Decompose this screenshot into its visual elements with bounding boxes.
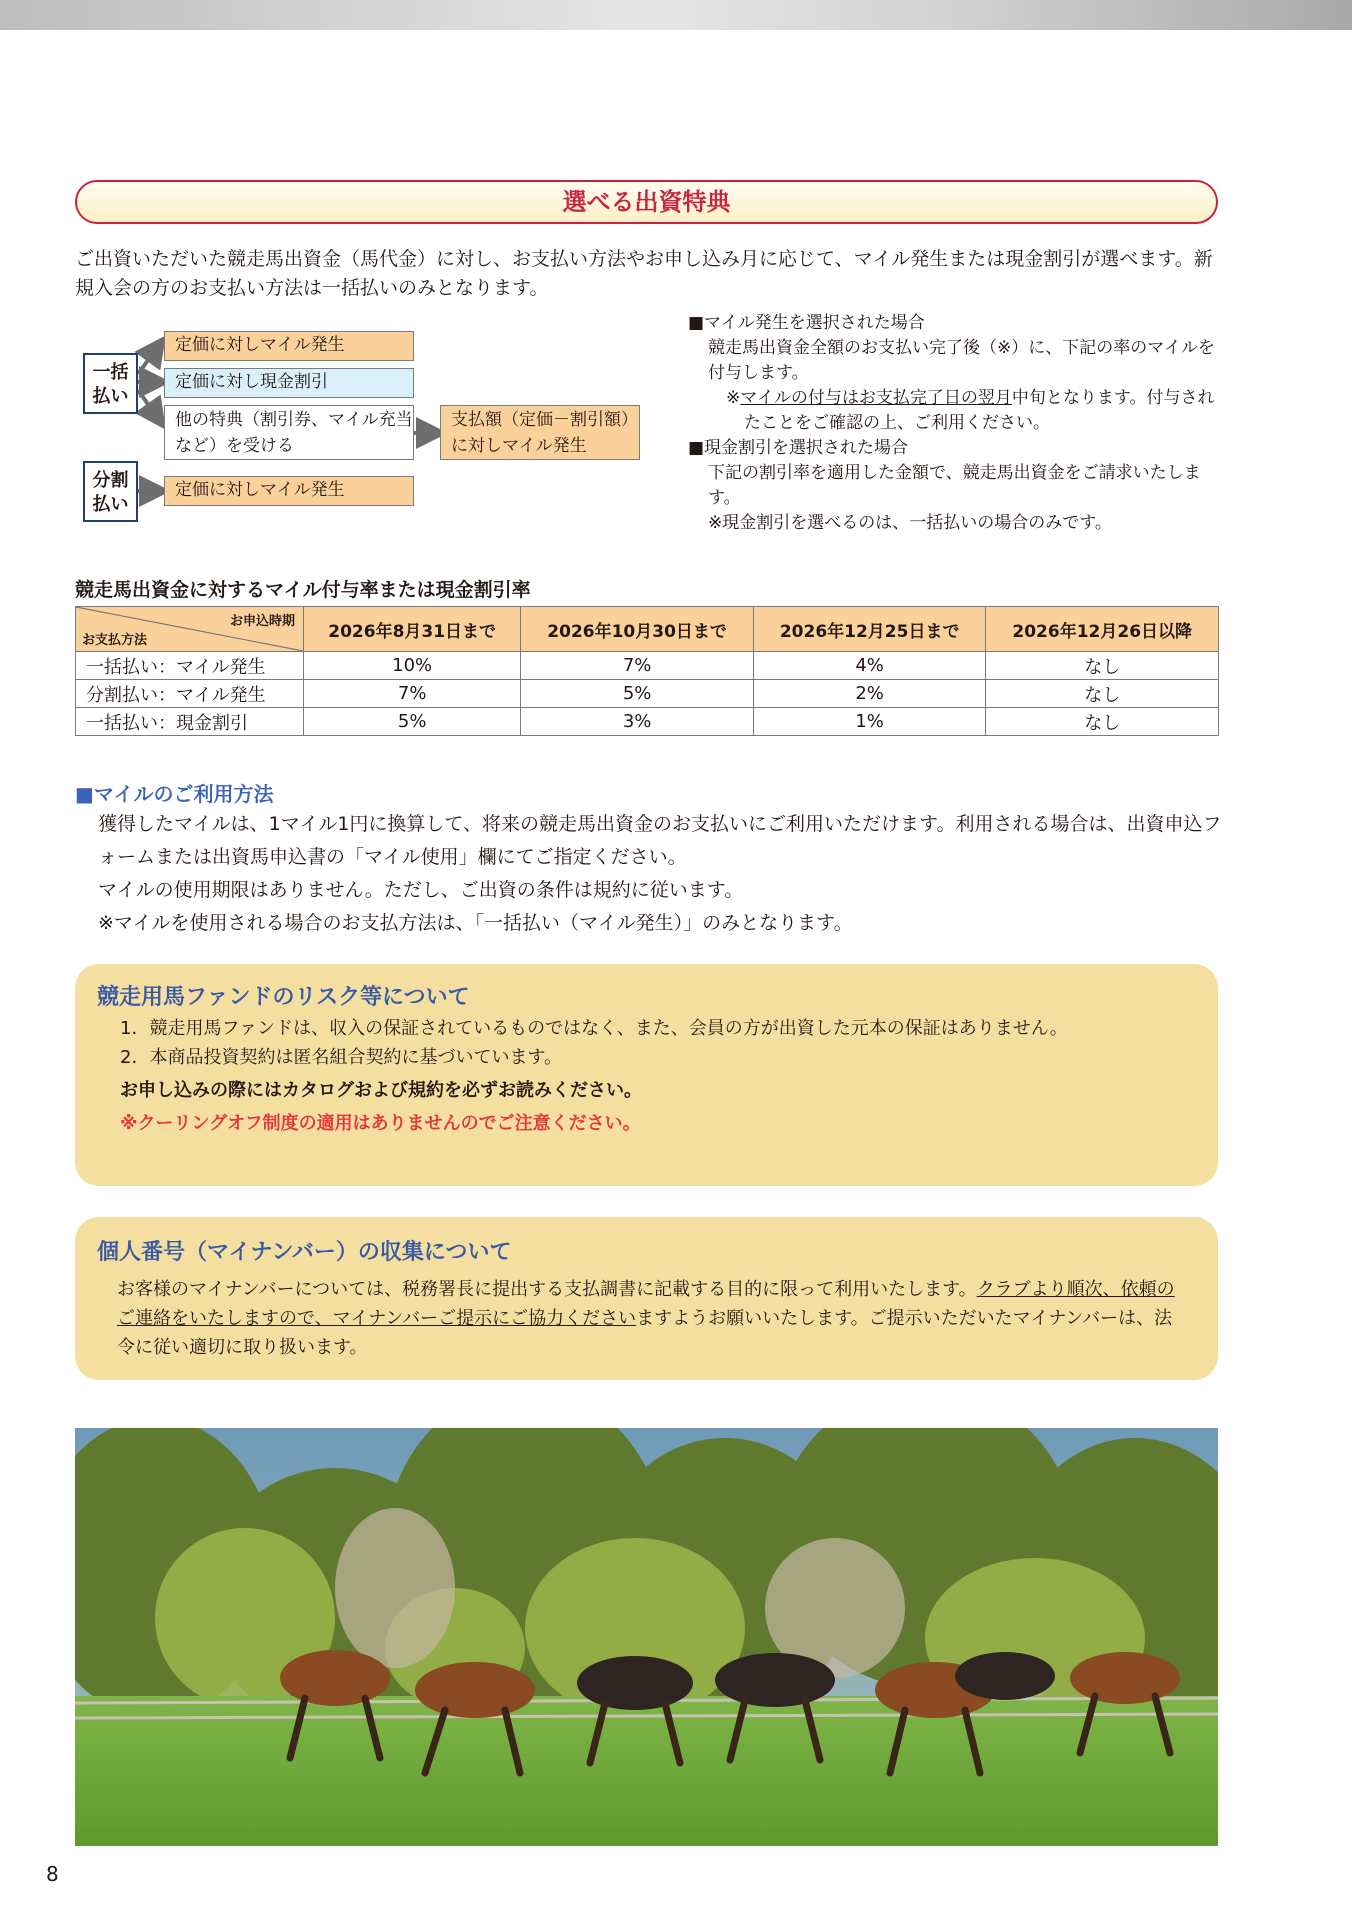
mile-text: 競走馬出資金全額のお支払い完了後（※）に、下記の率のマイルを付与します。 (708, 338, 1215, 383)
rate-table-title: 競走馬出資金に対するマイル付与率または現金割引率 (75, 579, 531, 601)
corner-top-label: お申込時期 (229, 614, 295, 629)
section-title: 選べる出資特典 (75, 180, 1218, 224)
mile-usage-heading: ■マイルのご利用方法 (75, 782, 274, 806)
risk-red-note: ※クーリングオフ制度の適用はありませんのでご注意ください。 (120, 1113, 641, 1134)
page-number: 8 (46, 1862, 59, 1886)
horses-photo-illustration (75, 1428, 1218, 1846)
cash-heading: ■現金割引を選択された場合 (688, 438, 909, 458)
corner-bottom-label: お支払方法 (82, 633, 148, 648)
risk-panel (75, 964, 1218, 1186)
rate-cell: 5% (521, 680, 754, 708)
mile-usage-p1: 獲得したマイルは、1マイル1円に換算して、将来の競走馬出資金のお支払いにご利用いただけます。利用される場合は、出資申込フォームまたは出資馬申込書の「マイル使用」欄にてご指定ください。 (98, 813, 1222, 868)
rate-cell: なし (986, 708, 1219, 736)
intro-text: ご出資いただいた競走馬出資金（馬代金）に対し、お支払い方法やお申し込み月に応じて、マイル発生または現金割引が選べます。新規入会の方のお支払い方法は一括払いのみとなります。 (75, 248, 1213, 299)
rate-cell: 7% (521, 652, 754, 680)
rate-cell: なし (986, 652, 1219, 680)
mynumber-text-a: お客様のマイナンバーについては、税務署長に提出する支払調書に記載する目的に限って利用いたします。 (117, 1279, 977, 1300)
row-label: 分割払い：マイル発生 (76, 680, 304, 708)
rate-table (75, 606, 1219, 736)
rate-table-corner (76, 607, 304, 652)
rate-cell: 2% (753, 680, 986, 708)
column-header: 2026年12月25日まで (753, 607, 986, 652)
cash-text: 下記の割引率を適用した金額で、競走馬出資金をご請求いたします。 (708, 463, 1201, 508)
rate-cell: 7% (304, 680, 521, 708)
table-row (76, 708, 1219, 736)
horses-photo (75, 1428, 1218, 1846)
option-mile: 定価に対しマイル発生 (164, 331, 414, 361)
rate-cell: 4% (753, 652, 986, 680)
mynumber-heading: 個人番号（マイナンバー）の収集について (97, 1240, 512, 1265)
mynumber-text-underlined: クラブより順次、依頼のご連絡をいたしますので、マイナンバーご提示にご協力ください (117, 1279, 1175, 1329)
option-cash-discount: 定価に対し現金割引 (164, 368, 414, 398)
cash-note: ※現金割引を選べるのは、一括払いの場合のみです。 (708, 513, 1112, 533)
row-label: 一括払い：マイル発生 (76, 652, 304, 680)
mile-usage-p3: ※マイルを使用される場合のお支払方法は、「一括払い（マイル発生）」のみとなります。 (98, 912, 853, 934)
column-header: 2026年10月30日まで (521, 607, 754, 652)
risk-bold-note: お申し込みの際にはカタログおよび規約を必ずお読みください。 (120, 1080, 642, 1101)
rate-cell: なし (986, 680, 1219, 708)
rate-cell: 5% (304, 708, 521, 736)
table-row (76, 680, 1219, 708)
selection-notes (688, 311, 1228, 536)
mile-note (708, 386, 1228, 436)
installment-label: 分割 払い (83, 461, 138, 522)
row-label: 一括払い：現金割引 (76, 708, 304, 736)
column-header: 2026年8月31日まで (304, 607, 521, 652)
option-installment-mile: 定価に対しマイル発生 (164, 476, 414, 506)
risk-heading: 競走用馬ファンドのリスク等について (97, 985, 470, 1010)
mile-usage-body (98, 808, 1228, 940)
mile-note-prefix: ※ (726, 388, 741, 408)
rate-cell: 1% (753, 708, 986, 736)
rate-cell: 3% (521, 708, 754, 736)
mynumber-text-b: ますようお願いいたします。ご提示いただいたマイナンバーは、法令に従い適切に取り扱います。 (117, 1308, 1173, 1358)
rate-table-header-row (76, 607, 1219, 652)
risk-item-1: 1．競走用馬ファンドは、収入の保証されているものではなく、また、会員の方が出資した元本の保証はありません。 (120, 1018, 1068, 1039)
mynumber-panel (75, 1217, 1218, 1380)
mile-note-underlined: マイルの付与はお支払完了日の翌月 (740, 388, 1012, 408)
rate-cell: 10% (304, 652, 521, 680)
mile-note-suffix: 中旬となります。付与されたことをご確認の上、ご利用ください。 (744, 388, 1215, 433)
mile-heading: ■マイル発生を選択された場合 (688, 313, 925, 333)
mynumber-text (117, 1275, 1177, 1362)
option-other-benefits: 他の特典（割引券、マイル充当など）を受ける (164, 405, 414, 460)
column-header: 2026年12月26日以降 (986, 607, 1219, 652)
risk-list (120, 1014, 1180, 1138)
table-row (76, 652, 1219, 680)
lump-sum-label: 一括 払い (83, 353, 138, 414)
mile-usage-p2: マイルの使用期限はありません。ただし、ご出資の条件は規約に従います。 (98, 879, 744, 901)
risk-item-2: 2．本商品投資契約は匿名組合契約に基づいています。 (120, 1047, 563, 1068)
option-other-result: 支払額（定価－割引額）に対しマイル発生 (440, 405, 640, 460)
